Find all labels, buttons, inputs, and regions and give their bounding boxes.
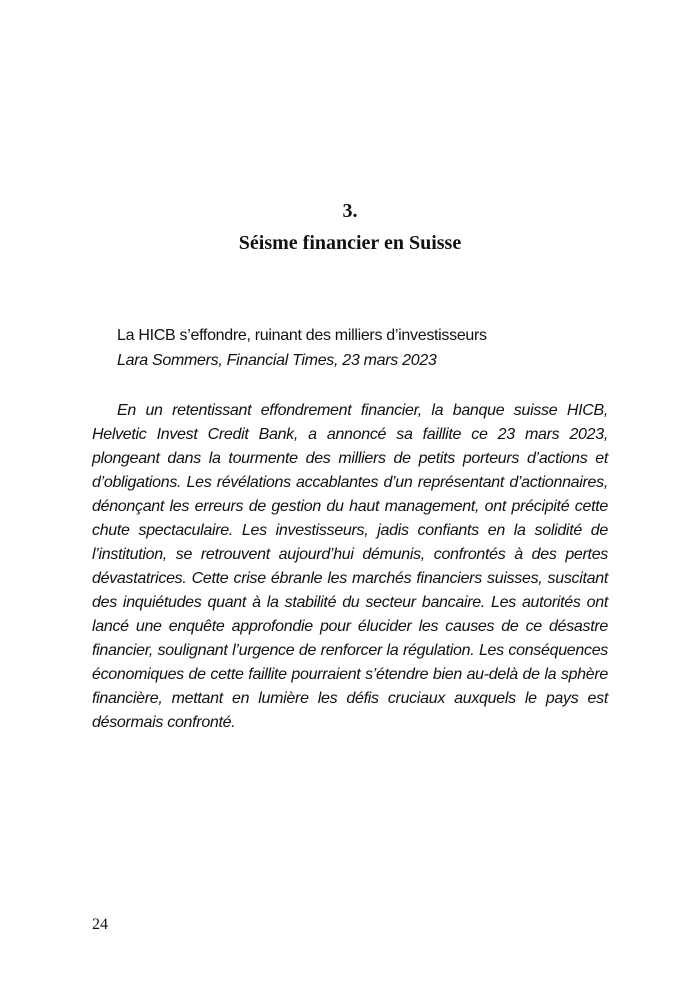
chapter-title: Séisme financier en Suisse <box>238 232 462 254</box>
article-body: En un retentissant effondrement financier, la banque suisse HICB, Helvetic Invest Credit Bank, a annoncé sa faillite ce 23 mars 2023, plongeant dans la tourmente des milliers de petits porteurs d’actions et d’obligations. Les révélations accablantes d’un représentant d’actionnaires, dénonçant les erreurs de gestion du haut management, ont précipité cette chute spectaculaire. Les investisseurs, jadis confiants en la solidité de l’institution, se retrouvent aujourd’hui démunis, confrontés à des pertes dévastatrices. Cette crise ébranle les marchés financiers suisses, suscitant des inquiétudes quant à la stabilité du secteur bancaire. Les autorités ont lancé une enquête approfondie pour élucider les causes de ce désastre financier, soulignant l’urgence de renforcer la régulation. Les conséquences économiques de cette faillite pourraient s’étendre bien au-delà de la sphère financière, mettant en lumière les défis cruciaux auxquels le pays est désormais confronté. <box>92 402 608 731</box>
chapter-number: 3. <box>342 200 358 222</box>
page-number: 24 <box>92 916 108 933</box>
article-headline: La HICB s’effondre, ruinant des milliers d’investisseurs <box>117 327 487 344</box>
article-byline: Lara Sommers, Financial Times, 23 mars 2023 <box>117 352 437 369</box>
